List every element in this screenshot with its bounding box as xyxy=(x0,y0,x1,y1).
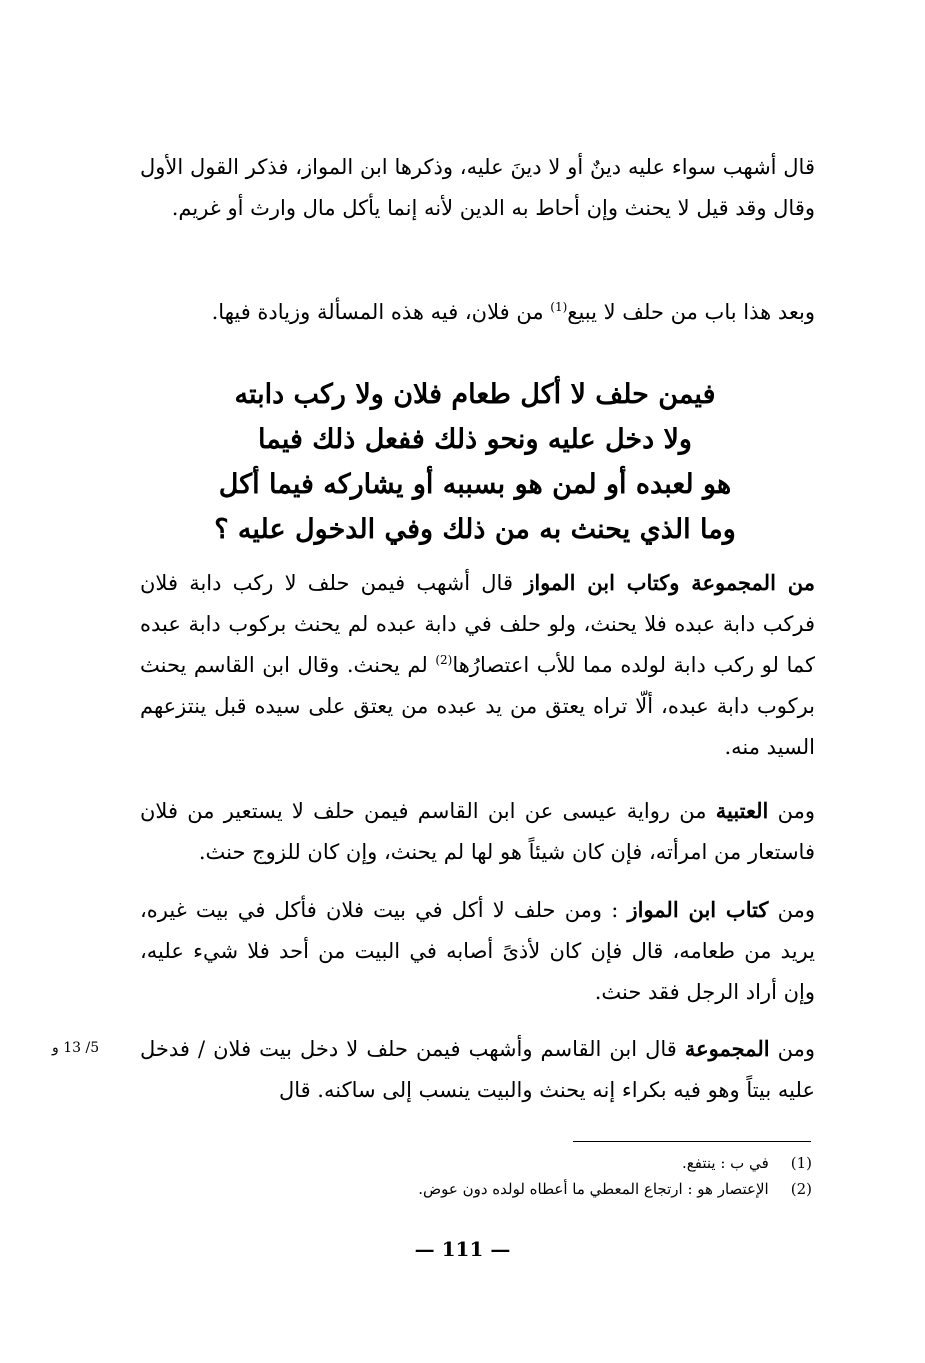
paragraph-2 xyxy=(140,292,815,333)
heading-line-1: فيمن حلف لا أكل طعام فلان ولا ركب دابته xyxy=(234,379,716,410)
heading-line-4: وما الذي يحنث به من ذلك وفي الدخول عليه ؟ xyxy=(214,514,736,545)
footnote-2-text: الإعتصار هو : ارتجاع المعطي ما أعطاه لولده دون عوض. xyxy=(418,1180,769,1198)
heading-line-2: ولا دخل عليه ونحو ذلك ففعل ذلك فيما xyxy=(258,424,692,455)
paragraph-4-text xyxy=(140,790,815,873)
footnote-2-number: (2) xyxy=(790,1180,812,1198)
paragraph-3-text xyxy=(140,562,815,768)
paragraph-5 xyxy=(140,889,815,1013)
footnote-1 xyxy=(300,1150,812,1176)
footnote-2 xyxy=(300,1176,812,1202)
paragraph-1 xyxy=(140,147,815,229)
footnote-marker-1: (1) xyxy=(550,300,568,314)
paragraph-6-text xyxy=(140,1028,815,1111)
paragraph-6-body: قال ابن القاسم وأشهب فيمن حلف لا دخل بيت فلان / فدخل عليه بيتاً وهو فيه بكراء إنه يحنث والبيت ينسب إلى ساكنه. قال xyxy=(140,1037,815,1102)
paragraph-6-prefix: ومن xyxy=(769,1037,815,1061)
paragraph-5-body: : ومن حلف لا أكل في بيت فلان فأكل في بيت غيره، يريد من طعامه، قال فإن كان لأذىً أصابه في البيت من أحد فلا شيء عليه، وإن أراد الرجل فقد حنث. xyxy=(140,898,815,1004)
paragraph-6 xyxy=(140,1028,815,1111)
paragraph-4-prefix: ومن xyxy=(768,799,816,823)
paragraph-2-part-a: وبعد هذا باب من حلف لا يبيع xyxy=(567,300,815,324)
paragraph-2-part-b: من فلان، فيه هذه المسألة وزيادة فيها. xyxy=(211,300,551,324)
paragraph-4-body: من رواية عيسى عن ابن القاسم فيمن حلف لا يستعير من فلان فاستعار من امرأته، فإن كان شيئاً هو لها لم يحنث، وإن كان للزوج حنث. xyxy=(140,799,815,864)
paragraph-5-text xyxy=(140,889,815,1013)
paragraph-3 xyxy=(140,562,815,768)
paragraph-3-part-b: لم يحنث. وقال ابن القاسم يحنث بركوب دابة عبده، ألّا تراه يعتق من يد عبده من يعتق على سيده قبل ينتزعهم السيد منه. xyxy=(140,653,815,759)
section-heading xyxy=(190,372,760,552)
footnote-1-text: في ب : ينتفع. xyxy=(682,1154,769,1172)
paragraph-1-text: قال أشهب سواء عليه دينٌ أو لا دينَ عليه، وذكرها ابن المواز، فذكر القول الأول وقال وقد قيل لا يحنث وإن أحاط به الدين لأنه إنما يأكل مال وارث أو غريم. xyxy=(140,155,815,220)
footnote-1-number: (1) xyxy=(790,1154,812,1172)
footnote-separator xyxy=(573,1141,811,1142)
paragraph-4 xyxy=(140,790,815,873)
manuscript-folio-reference: 5/ 13 و xyxy=(52,1040,100,1056)
paragraph-2-text xyxy=(140,292,815,333)
paragraph-5-prefix: ومن xyxy=(768,898,815,922)
footnote-marker-2: (2) xyxy=(435,653,453,667)
source-title-utbiyya: العتبية xyxy=(715,798,769,823)
source-title-majmua-mawwaz: من المجموعة وكتاب ابن المواز xyxy=(524,570,815,595)
source-title-mawwaz: كتاب ابن المواز xyxy=(627,897,769,922)
page-number: — 111 — xyxy=(414,1237,511,1261)
footnotes xyxy=(300,1150,812,1202)
paragraph-3-part-a: قال أشهب فيمن حلف لا ركب دابة فلان فركب دابة عبده فلا يحنث، ولو حلف في دابة عبده لم يحنث بركوب دابة عبده كما لو ركب دابة لولده مما للأب اعتصارُها xyxy=(140,571,815,677)
source-title-majmua: المجموعة xyxy=(684,1036,770,1061)
heading-line-3: هو لعبده أو لمن هو بسببه أو يشاركه فيما أكل xyxy=(218,469,732,500)
